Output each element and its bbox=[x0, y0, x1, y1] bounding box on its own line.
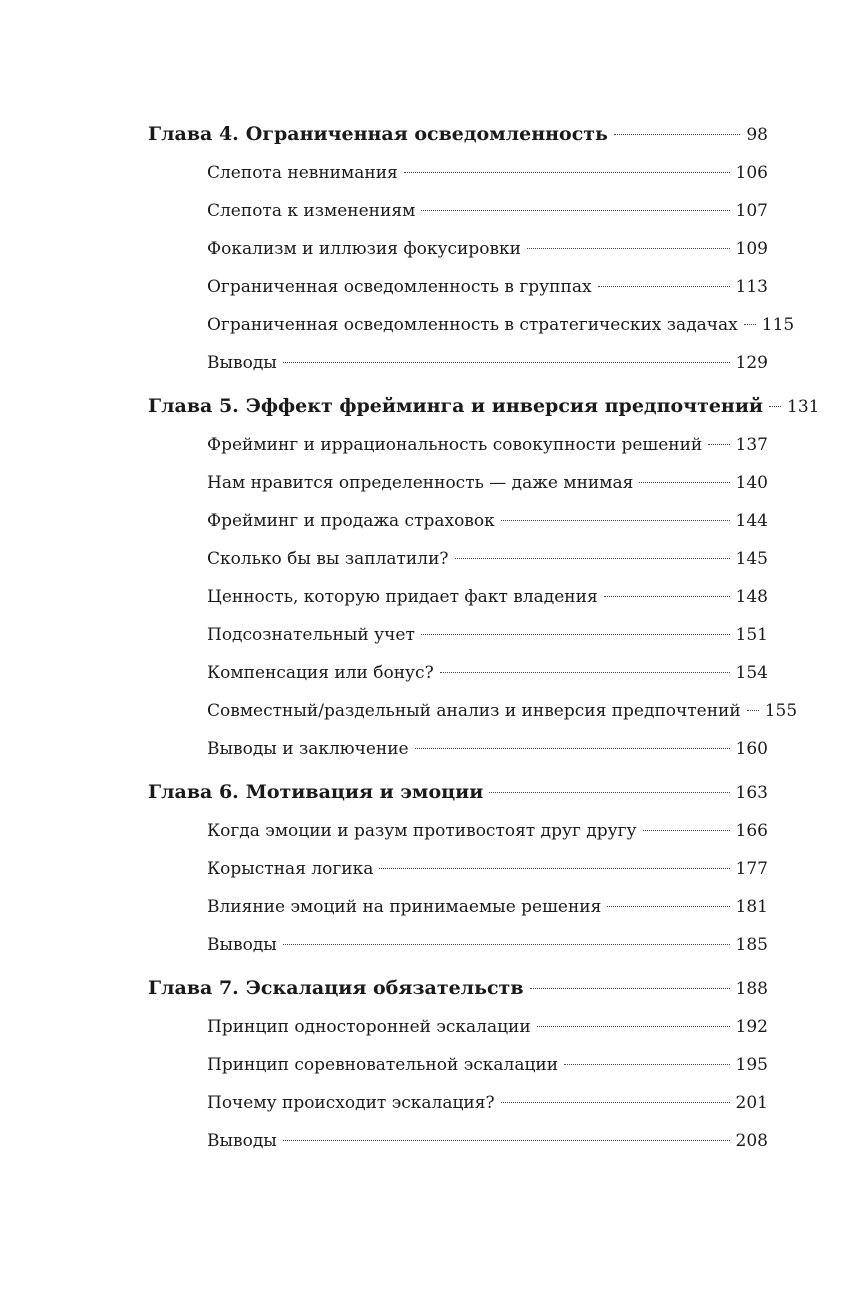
section-entry[interactable] bbox=[148, 578, 768, 616]
chapter-title: Эскалация обязательств bbox=[245, 977, 524, 999]
section-entry[interactable] bbox=[148, 616, 768, 654]
section-entry[interactable] bbox=[148, 1084, 768, 1122]
section-title: Фокализм и иллюзия фокусировки bbox=[207, 239, 521, 259]
page-number: 166 bbox=[735, 821, 768, 841]
section-title: Нам нравится определенность — даже мнимая bbox=[207, 473, 634, 493]
page-number: 145 bbox=[735, 549, 768, 569]
section-entry[interactable] bbox=[148, 230, 768, 268]
page-number: 140 bbox=[735, 473, 768, 493]
page-number: 163 bbox=[735, 783, 768, 803]
section-entry[interactable] bbox=[148, 1122, 768, 1160]
dot-leader bbox=[643, 830, 730, 831]
section-title: Слепота к изменениям bbox=[207, 201, 416, 221]
section-entry[interactable] bbox=[148, 850, 768, 888]
dot-leader bbox=[564, 1064, 729, 1065]
page-number: 109 bbox=[735, 239, 768, 259]
dot-leader bbox=[607, 906, 729, 907]
section-title: Ограниченная осведомленность в стратегических задачах bbox=[207, 315, 738, 335]
page-number: 129 bbox=[735, 353, 768, 373]
dot-leader bbox=[283, 362, 730, 363]
page-number: 106 bbox=[735, 163, 768, 183]
section-title: Подсознательный учет bbox=[207, 625, 415, 645]
section-title: Ограниченная осведомленность в группах bbox=[207, 277, 592, 297]
section-entry[interactable] bbox=[148, 306, 795, 344]
section-title: Корыстная логика bbox=[207, 859, 374, 879]
section-entry[interactable] bbox=[148, 268, 768, 306]
page-number: 155 bbox=[764, 701, 798, 721]
dot-leader bbox=[501, 1102, 730, 1103]
page-number: 144 bbox=[735, 511, 768, 531]
section-title: Почему происходит эскалация? bbox=[207, 1093, 495, 1113]
section-entry[interactable] bbox=[148, 1008, 768, 1046]
dot-leader bbox=[537, 1026, 730, 1027]
section-title: Выводы bbox=[207, 1131, 277, 1151]
section-entry[interactable] bbox=[148, 692, 798, 730]
dot-leader bbox=[639, 482, 729, 483]
section-title: Ценность, которую придает факт владения bbox=[207, 587, 598, 607]
dot-leader bbox=[747, 710, 759, 711]
chapter-label: Глава 7. bbox=[148, 977, 239, 999]
chapter-6 bbox=[148, 774, 768, 964]
chapter-heading[interactable] bbox=[148, 774, 768, 810]
dot-leader bbox=[708, 444, 729, 445]
page-number: 98 bbox=[746, 125, 768, 145]
dot-leader bbox=[440, 672, 730, 673]
section-entry[interactable] bbox=[148, 344, 768, 382]
section-title: Компенсация или бонус? bbox=[207, 663, 434, 683]
dot-leader bbox=[283, 944, 730, 945]
section-entry[interactable] bbox=[148, 154, 768, 192]
chapter-5 bbox=[148, 388, 820, 768]
section-entry[interactable] bbox=[148, 812, 768, 850]
page-number: 188 bbox=[735, 979, 768, 999]
page-number: 113 bbox=[735, 277, 768, 297]
page-number: 192 bbox=[735, 1017, 768, 1037]
section-entry[interactable] bbox=[148, 1046, 768, 1084]
section-title: Принцип односторонней эскалации bbox=[207, 1017, 531, 1037]
dot-leader bbox=[604, 596, 730, 597]
section-entry[interactable] bbox=[148, 502, 768, 540]
dot-leader bbox=[527, 248, 730, 249]
page-number: 160 bbox=[735, 739, 768, 759]
chapter-4 bbox=[148, 116, 795, 382]
page-number: 154 bbox=[735, 663, 768, 683]
section-title: Выводы и заключение bbox=[207, 739, 409, 759]
chapter-7 bbox=[148, 970, 768, 1160]
section-title: Слепота невнимания bbox=[207, 163, 398, 183]
dot-leader bbox=[489, 792, 729, 793]
section-title: Совместный/раздельный анализ и инверсия предпочтений bbox=[207, 701, 741, 721]
page-number: 137 bbox=[735, 435, 768, 455]
section-title: Влияние эмоций на принимаемые решения bbox=[207, 897, 602, 917]
section-entry[interactable] bbox=[148, 464, 768, 502]
page-number: 151 bbox=[735, 625, 768, 645]
dot-leader bbox=[744, 324, 756, 325]
chapter-title: Эффект фрейминга и инверсия предпочтений bbox=[245, 395, 764, 417]
page-number: 195 bbox=[735, 1055, 768, 1075]
section-title: Когда эмоции и разум противостоят друг другу bbox=[207, 821, 637, 841]
page-number: 181 bbox=[735, 897, 768, 917]
page-number: 208 bbox=[735, 1131, 768, 1151]
section-entry[interactable] bbox=[148, 540, 768, 578]
dot-leader bbox=[283, 1140, 730, 1141]
dot-leader bbox=[379, 868, 729, 869]
section-title: Фрейминг и иррациональность совокупности решений bbox=[207, 435, 703, 455]
table-of-contents bbox=[148, 116, 820, 1160]
page-number: 131 bbox=[787, 397, 820, 417]
dot-leader bbox=[769, 406, 781, 407]
dot-leader bbox=[415, 748, 730, 749]
chapter-label: Глава 6. bbox=[148, 781, 239, 803]
dot-leader bbox=[421, 634, 730, 635]
dot-leader bbox=[501, 520, 730, 521]
dot-leader bbox=[598, 286, 730, 287]
dot-leader bbox=[614, 134, 740, 135]
chapter-title: Ограниченная осведомленность bbox=[245, 123, 608, 145]
section-entry[interactable] bbox=[148, 730, 768, 768]
section-entry[interactable] bbox=[148, 888, 768, 926]
dot-leader bbox=[530, 988, 730, 989]
chapter-heading[interactable] bbox=[148, 116, 768, 152]
page-number: 148 bbox=[735, 587, 768, 607]
section-title: Сколько бы вы заплатили? bbox=[207, 549, 449, 569]
chapter-label: Глава 4. bbox=[148, 123, 239, 145]
section-entry[interactable] bbox=[148, 192, 768, 230]
chapter-heading[interactable] bbox=[148, 970, 768, 1006]
chapter-heading[interactable] bbox=[148, 388, 820, 424]
chapter-title: Мотивация и эмоции bbox=[245, 781, 484, 803]
section-entry[interactable] bbox=[148, 654, 768, 692]
dot-leader bbox=[421, 210, 729, 211]
page-number: 177 bbox=[735, 859, 768, 879]
section-title: Выводы bbox=[207, 935, 277, 955]
section-title: Выводы bbox=[207, 353, 277, 373]
page-number: 185 bbox=[735, 935, 768, 955]
section-title: Принцип соревновательной эскалации bbox=[207, 1055, 559, 1075]
dot-leader bbox=[455, 558, 730, 559]
page-number: 115 bbox=[761, 315, 795, 335]
chapter-label: Глава 5. bbox=[148, 395, 239, 417]
section-title: Фрейминг и продажа страховок bbox=[207, 511, 495, 531]
page-number: 201 bbox=[735, 1093, 768, 1113]
section-entry[interactable] bbox=[148, 426, 768, 464]
section-entry[interactable] bbox=[148, 926, 768, 964]
dot-leader bbox=[404, 172, 730, 173]
page-number: 107 bbox=[735, 201, 768, 221]
